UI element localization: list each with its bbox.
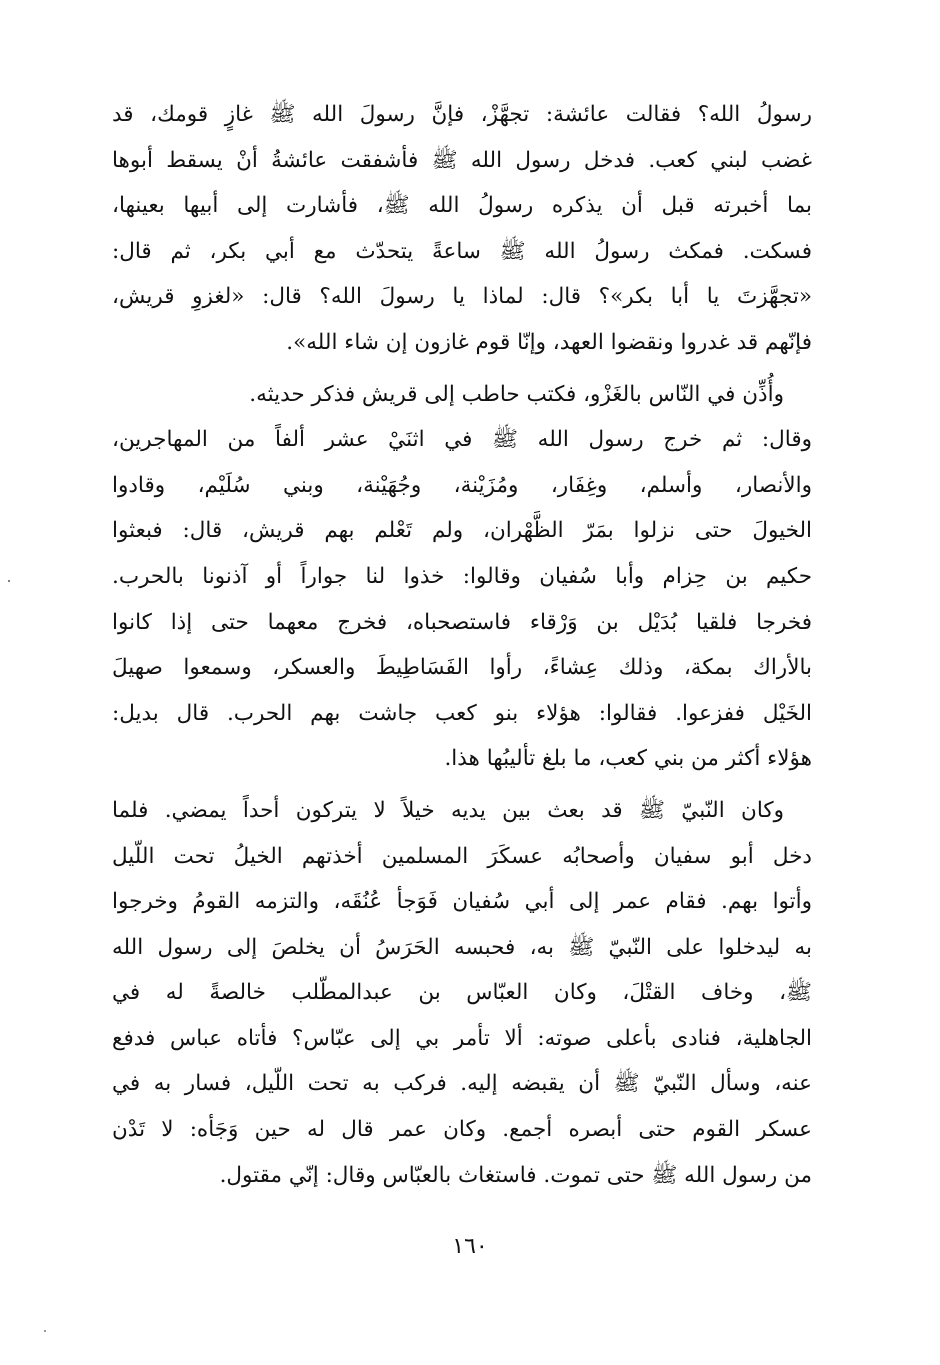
text-line: الخَيْل ففزعوا. فقالوا: هؤلاء بنو كعب جاشت بهم الحرب. قال بديل:: [112, 700, 812, 726]
text-line: رسولُ الله؟ فقالت عائشة: تجهَّزْ، فإنَّ رسولَ الله ﷺ غازٍ قومك، قد: [112, 102, 812, 127]
text-line: دخل أبو سفيان وأصحابُه عسكَرَ المسلمين أخذتهم الخيلُ تحت اللّيل: [112, 843, 812, 869]
text-line: الجاهلية، فنادى بأعلى صوته: ألا تأمر بي إلى عبّاس؟ فأتاه عباس فدفع: [112, 1025, 812, 1051]
text-line: بالأراك بمكة، وذلك عِشاءً، رأوا الفَسَاطِيطَ والعسكر، وسمعوا صهيلَ: [112, 655, 812, 681]
text-line: فسكت. فمكث رسولُ الله ﷺ ساعةً يتحدّث مع أبي بكر، ثم قال:: [112, 238, 812, 264]
text-line: عنه، وسأل النّبيّ ﷺ أن يقبضه إليه. فركب به تحت اللّيل، فسار به في: [112, 1071, 812, 1097]
text-line: بما أخبرته قبل أن يذكره رسولُ الله ﷺ، فأشارت إلى أبيها بعينها،: [112, 193, 812, 219]
text-line: «تجهَّزتَ يا أبا بكر»؟ قال: لماذا يا رسولَ الله؟ قال: «لغزوِ قريش،: [112, 284, 812, 310]
text-line: وأتوا بهم. فقام عمر إلى أبي سُفيان فَوَجأ عُنُقَه، والتزمه القومُ وخرجوا: [112, 889, 812, 915]
text-line: به ليدخلوا على النّبيّ ﷺ به، فحبسه الحَرَسُ أن يخلصَ إلى رسول الله: [112, 934, 812, 960]
text-line: عسكر القوم حتى أبصره أجمع. وكان عمر قال له حين وَجَأه: لا تَدْن: [112, 1117, 812, 1143]
text-line: هؤلاء أكثر من بني كعب، ما بلغ تأليبُها هذا.: [444, 746, 812, 772]
paragraph-3: [112, 788, 812, 1198]
text-line: من رسول الله ﷺ حتى تموت. فاستغاث بالعبّاس وقال: إنّي مقتول.: [219, 1162, 812, 1188]
scan-speck: [8, 580, 10, 582]
paragraph-1: [112, 92, 812, 366]
text-line: فإنّهم قد غدروا ونقضوا العهد، وإنّا قوم غازون إن شاء الله».: [286, 329, 812, 355]
paragraph-2: [112, 372, 812, 782]
text-line: وقال: ثم خرج رسول الله ﷺ في اثنَيْ عشر ألفاً من المهاجرين،: [112, 427, 812, 453]
text-line: ﷺ، وخاف القتْلَ، وكان العبّاس بن عبدالمطّلب خالصةً له في: [112, 980, 812, 1006]
text-line: غضب لبني كعب. فدخل رسول الله ﷺ فأشفقت عائشةُ أنْ يسقط أبوها: [112, 147, 812, 173]
text-line: وأُذِّن في النّاس بالغَزْو، فكتب حاطب إلى قريش فذكر حديثه.: [249, 381, 784, 407]
body-text: [112, 92, 812, 1198]
scan-speck: [44, 1330, 46, 1332]
text-line: حكيم بن حِزام وأبا سُفيان وقالوا: خذوا لنا جواراً أو آذنونا بالحرب.: [112, 563, 812, 589]
text-line: الخيولَ حتى نزلوا بمَرّ الظَّهْران، ولم تَعْلم بهم قريش، قال: فبعثوا: [112, 518, 812, 544]
page-number: ١٦٠: [452, 1234, 488, 1259]
text-line: فخرجا فلقيا بُدَيْل بن وَرْقاء فاستصحباه، فخرج معهما حتى إذا كانوا: [112, 609, 812, 635]
text-line: وكان النّبيّ ﷺ قد بعث بين يديه خيلاً لا يتركون أحداً يمضي. فلما: [112, 797, 784, 823]
text-line: والأنصار، وأسلم، وغِفَار، ومُزَيْنة، وجُهَيْنة، وبني سُلَيْم، وقادوا: [112, 472, 812, 498]
